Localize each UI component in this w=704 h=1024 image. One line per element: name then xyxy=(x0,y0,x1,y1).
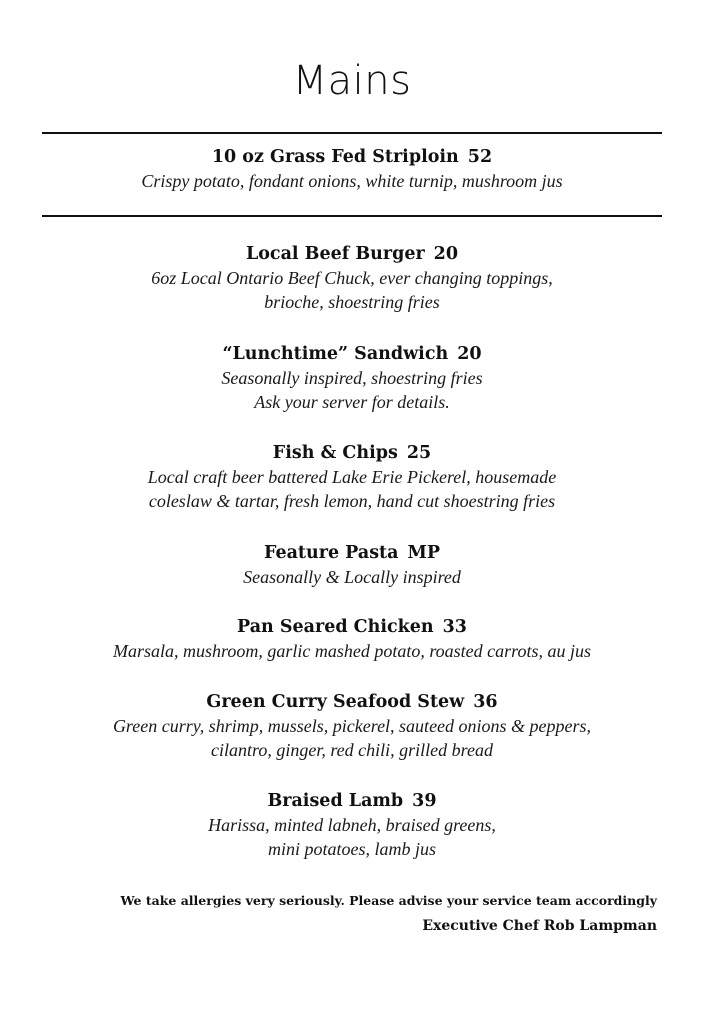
menu-item-burger xyxy=(0,242,704,314)
menu-item-name: 10 oz Grass Fed Striploin xyxy=(211,147,459,167)
menu-item-pasta xyxy=(0,541,704,589)
description-line: brioche, shoestring fries xyxy=(264,292,440,312)
description-line: 6oz Local Ontario Beef Chuck, ever changing toppings, xyxy=(151,268,553,288)
menu-item-title xyxy=(0,242,704,266)
menu-item-lamb xyxy=(0,789,704,861)
menu-item-description xyxy=(0,639,704,663)
page-title: Mains xyxy=(292,58,412,104)
menu-item-name: Green Curry Seafood Stew xyxy=(206,692,465,712)
description-line: Seasonally inspired, shoestring fries xyxy=(221,368,483,388)
menu-item-title xyxy=(0,690,704,714)
description-line: cilantro, ginger, red chili, grilled bread xyxy=(211,740,493,760)
menu-item-description xyxy=(0,169,704,193)
description-line: mini potatoes, lamb jus xyxy=(267,839,436,859)
menu-item-name: Pan Seared Chicken xyxy=(237,617,434,637)
menu-item-name: Braised Lamb xyxy=(267,791,404,811)
menu-item-description xyxy=(0,465,704,513)
menu-item-description xyxy=(0,366,704,414)
menu-item-name: Feature Pasta xyxy=(263,543,399,563)
chef-credit: Executive Chef Rob Lampman xyxy=(422,918,657,934)
menu-item-description xyxy=(0,565,704,589)
menu-item-price: 20 xyxy=(457,344,482,364)
menu-item-fish-chips xyxy=(0,441,704,513)
menu-item-price: 25 xyxy=(406,443,432,463)
menu-item-price: 36 xyxy=(473,692,498,712)
menu-item-sandwich xyxy=(0,342,704,414)
description-line: Seasonally & Locally inspired xyxy=(243,567,461,587)
menu-item-name: Local Beef Burger xyxy=(245,244,425,264)
menu-item-featured xyxy=(0,145,704,193)
menu-item-title xyxy=(0,145,704,169)
allergy-note: We take allergies very seriously. Please advise your service team accordingly xyxy=(120,893,657,908)
description-line: Crispy potato, fondant onions, white turnip, mushroom jus xyxy=(141,171,563,191)
menu-item-price: 52 xyxy=(467,147,493,167)
menu-item-price: 39 xyxy=(412,791,437,811)
menu-item-name: “Lunchtime” Sandwich xyxy=(222,344,449,364)
menu-item-price: MP xyxy=(407,543,441,563)
menu-item-seafood-stew xyxy=(0,690,704,762)
menu-item-price: 20 xyxy=(433,244,459,264)
menu-item-title xyxy=(0,441,704,465)
menu-item-name: Fish & Chips xyxy=(272,443,398,463)
divider-bottom xyxy=(42,215,662,217)
description-line: coleslaw & tartar, fresh lemon, hand cut shoestring fries xyxy=(148,491,556,511)
menu-item-description xyxy=(0,813,704,861)
divider-top xyxy=(42,132,662,134)
menu-item-title xyxy=(0,615,704,639)
description-line: Marsala, mushroom, garlic mashed potato, roasted carrots, au jus xyxy=(112,641,591,661)
menu-item-description xyxy=(0,714,704,762)
menu-item-price: 33 xyxy=(442,617,467,637)
menu-item-title xyxy=(0,789,704,813)
menu-item-title xyxy=(0,342,704,366)
description-line: Local craft beer battered Lake Erie Pickerel, housemade xyxy=(147,467,557,487)
description-line: Harissa, minted labneh, braised greens, xyxy=(208,815,496,835)
menu-item-description xyxy=(0,266,704,314)
menu-item-chicken xyxy=(0,615,704,663)
description-line: Green curry, shrimp, mussels, pickerel, sauteed onions & peppers, xyxy=(112,716,592,736)
menu-item-title xyxy=(0,541,704,565)
description-line: Ask your server for details. xyxy=(254,392,450,412)
